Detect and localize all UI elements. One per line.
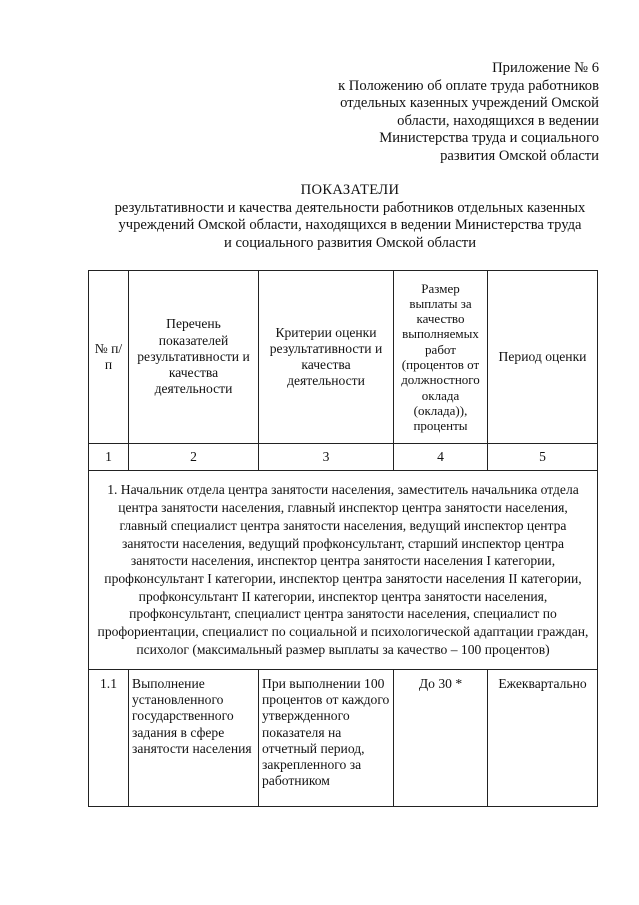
appendix-line: отдельных казенных учреждений Омской xyxy=(340,95,599,111)
row-number: 1.1 xyxy=(89,670,129,807)
header-payment-size: Размер выплаты за качество выполняемых работ (процентов от должностного оклада (оклада)), проценты xyxy=(394,271,488,444)
document-title xyxy=(60,182,639,252)
column-number: 3 xyxy=(259,444,394,471)
row-indicator: Выполнение установленного государственного задания в сфере занятости населения xyxy=(129,670,259,807)
appendix-line: области, находящихся в ведении xyxy=(397,112,599,129)
title-line: и социального развития Омской области xyxy=(224,234,476,251)
section-description: 1. Начальник отдела центра занятости населения, заместитель начальника отдела центра занятости населения, главный инспектор центра занятости населения, главный специалист центра занятости населения, ведущий инспектор центра занятости населения, ведущий профконсультант, старший инспектор центра занятости населения, инспектор центра занятости населения I категории, профконсультант I категории, инспектор центра занятости населения II категории, профконсультант II категории, инспектор центра занятости населения, профконсультант, специалист центра занятости населения, специалист по профориентации, специалист по социальной и психологической адаптации граждан, психолог (максимальный размер выплаты за качество – 100 процентов) xyxy=(89,471,598,670)
appendix-line: Министерства труда и социального xyxy=(379,130,599,146)
row-period: Ежеквартально xyxy=(488,670,598,807)
header-period: Период оценки xyxy=(488,271,598,444)
header-indicators: Перечень показателей результативности и качества деятельности xyxy=(129,271,259,444)
row-payment: До 30 * xyxy=(394,670,488,807)
column-number-row xyxy=(89,444,598,471)
column-number: 4 xyxy=(394,444,488,471)
section-row xyxy=(89,471,598,670)
table-row xyxy=(89,670,598,807)
column-number: 1 xyxy=(89,444,129,471)
table-header-row xyxy=(89,271,598,444)
header-criteria: Критерии оценки результативности и качества деятельности xyxy=(259,271,394,444)
title-heading: ПОКАЗАТЕЛИ xyxy=(300,182,400,198)
indicators-table xyxy=(88,270,598,807)
header-number: № п/п xyxy=(89,271,129,444)
column-number: 5 xyxy=(488,444,598,471)
appendix-block xyxy=(279,60,599,165)
title-line: результативности и качества деятельности работников отдельных казенных xyxy=(114,199,586,216)
appendix-line: к Положению об оплате труда работников xyxy=(338,77,599,94)
appendix-line: развития Омской области xyxy=(440,147,599,164)
appendix-line: Приложение № 6 xyxy=(492,60,599,76)
row-criteria: При выполнении 100 процентов от каждого утвержденного показателя на отчетный период, закрепленного за работником xyxy=(259,670,394,807)
title-line: учреждений Омской области, находящихся в ведении Министерства труда xyxy=(118,217,582,233)
column-number: 2 xyxy=(129,444,259,471)
